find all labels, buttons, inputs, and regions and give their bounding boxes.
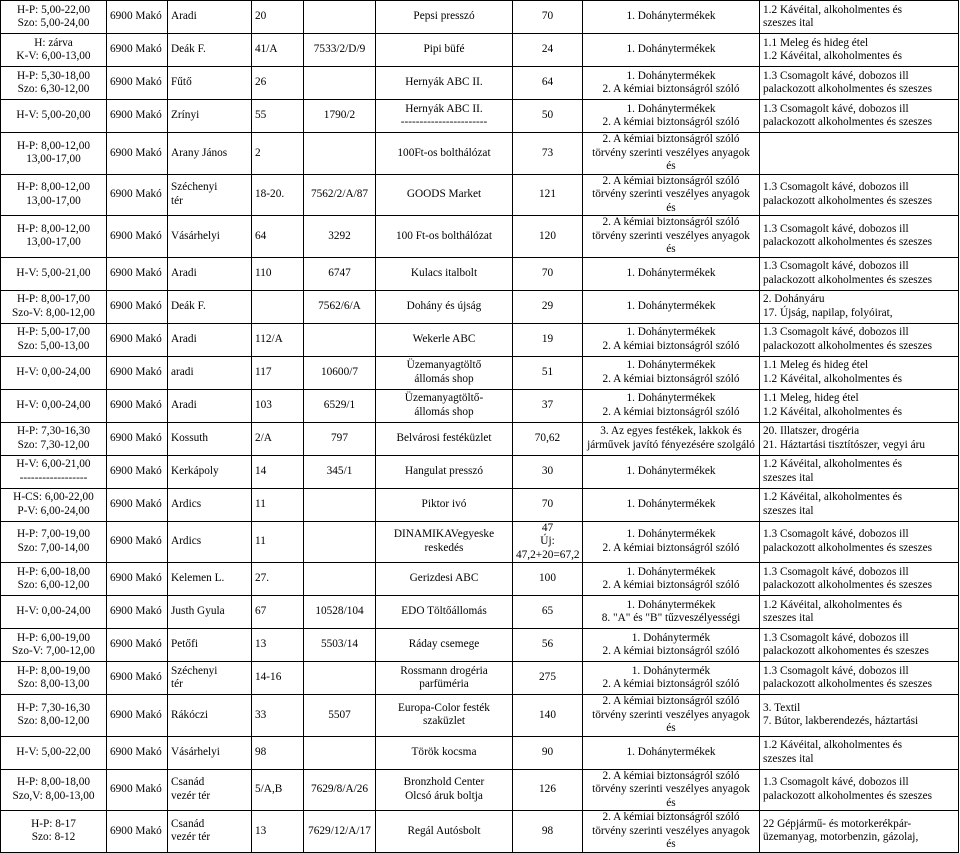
table-row [1,34,959,67]
product-category-cell: 1. Dohánytermékek [583,455,760,488]
product-subcategory-cell: 1.1 Meleg és hideg étel 1.2 Kávéital, alkoholmentes és [760,34,959,67]
product-category-cell: 1. Dohánytermékek [583,736,760,769]
street-cell: Justh Gyula [168,596,252,629]
house-number-cell: 11 [252,488,304,521]
house-number-cell: 112/A [252,323,304,356]
table-row [1,356,959,389]
street-cell: Petőfi [168,629,252,662]
product-category-cell: 1. Dohánytermékek [583,1,760,34]
product-subcategory-cell: 1.2 Kávéital, alkoholmentes és szeszes ital [760,488,959,521]
opening-hours-cell: H-P: 8-17 Szo: 8-12 [1,811,107,853]
street-cell: Fűtő [168,67,252,100]
floor-area-cell: 98 [513,811,583,853]
parcel-number-cell [304,133,376,175]
zip-city-cell: 6900 Makó [107,216,168,258]
floor-area-cell: 51 [513,356,583,389]
floor-area-cell: 70,62 [513,422,583,455]
opening-hours-cell: H-P: 8,00-12,00 13,00-17,00 [1,174,107,216]
house-number-cell: 20 [252,1,304,34]
zip-city-cell: 6900 Makó [107,811,168,853]
product-category-cell: 1. Dohánytermékek 2. A kémiai biztonságról szóló [583,389,760,422]
table-row [1,596,959,629]
product-subcategory-cell: 1.3 Csomagolt kávé, dobozos ill palackozott alkoholmentes és szeszes [760,323,959,356]
parcel-number-cell: 7629/12/A/17 [304,811,376,853]
house-number-cell: 103 [252,389,304,422]
table-row [1,216,959,258]
zip-city-cell: 6900 Makó [107,34,168,67]
parcel-number-cell: 7562/6/A [304,290,376,323]
shop-name-cell: Hernyák ABC II. [376,67,513,100]
zip-city-cell: 6900 Makó [107,769,168,811]
parcel-number-cell: 10528/104 [304,596,376,629]
shop-name-cell: Bronzhold Center Olcsó áruk boltja [376,769,513,811]
product-subcategory-cell: 1.2 Kávéital, alkoholmentes és szeszes ital [760,596,959,629]
parcel-number-cell: 7562/2/A/87 [304,174,376,216]
street-cell: Arany János [168,133,252,175]
opening-hours-cell: H-P: 5,30-18,00 Szo: 6,30-12,00 [1,67,107,100]
table-row [1,563,959,596]
street-cell: Aradi [168,323,252,356]
opening-hours-cell: H-CS: 6,00-22,00 P-V: 6,00-24,00 [1,488,107,521]
table-row [1,488,959,521]
product-category-cell: 2. A kémiai biztonságról szóló törvény szerinti veszélyes anyagok és [583,174,760,216]
product-subcategory-cell: 1.2 Kávéital, alkoholmentes és szeszes ital [760,1,959,34]
product-category-cell: 1. Dohánytermékek 2. A kémiai biztonságról szóló [583,563,760,596]
table-row [1,455,959,488]
product-category-cell: 2. A kémiai biztonságról szóló törvény szerinti veszélyes anyagok és [583,216,760,258]
product-subcategory-cell: 1.3 Csomagolt kávé, dobozos ill palackozott alkoholmentes és szeszes [760,174,959,216]
house-number-cell: 55 [252,100,304,133]
street-cell: Kelemen L. [168,563,252,596]
street-cell: Vásárhelyi [168,736,252,769]
parcel-number-cell: 5503/14 [304,629,376,662]
house-number-cell: 14-16 [252,662,304,695]
opening-hours-cell: H-V: 5,00-20,00 [1,100,107,133]
floor-area-cell: 90 [513,736,583,769]
floor-area-cell: 24 [513,34,583,67]
table-row [1,290,959,323]
floor-area-cell: 100 [513,563,583,596]
product-subcategory-cell: 20. Illatszer, drogéria 21. Háztartási tisztítószer, vegyi áru [760,422,959,455]
product-category-cell: 1. Dohánytermékek [583,34,760,67]
house-number-cell: 33 [252,695,304,737]
zip-city-cell: 6900 Makó [107,1,168,34]
parcel-number-cell [304,323,376,356]
table-row [1,1,959,34]
house-number-cell: 98 [252,736,304,769]
opening-hours-cell: H-V: 0,00-24,00 [1,596,107,629]
table-row [1,811,959,853]
floor-area-cell: 56 [513,629,583,662]
shop-name-cell: Gerizdesi ABC [376,563,513,596]
shop-name-cell: Pipi büfé [376,34,513,67]
product-subcategory-cell: 1.3 Csomagolt kávé, dobozos ill palackozott alkoholmentes és szeszes [760,100,959,133]
house-number-cell: 67 [252,596,304,629]
street-cell: Széchenyi tér [168,174,252,216]
opening-hours-cell: H-V: 5,00-22,00 [1,736,107,769]
product-category-cell: 1. Dohánytermék 2. A kémiai biztonságról szóló [583,662,760,695]
shop-name-cell: Üzemanyagtöltő- állomás shop [376,389,513,422]
table-row [1,629,959,662]
shop-name-cell: GOODS Market [376,174,513,216]
floor-area-cell: 275 [513,662,583,695]
product-subcategory-cell: 22 Gépjármű- és motorkerékpár- üzemanyag, motorbenzin, gázolaj, [760,811,959,853]
house-number-cell: 26 [252,67,304,100]
product-category-cell: 1. Dohánytermékek 2. A kémiai biztonságról szóló [583,100,760,133]
product-category-cell: 1. Dohánytermékek [583,290,760,323]
street-cell: Ardics [168,488,252,521]
street-cell: Csanád vezér tér [168,769,252,811]
product-subcategory-cell: 1.2 Kávéital, alkoholmentes és szeszes ital [760,736,959,769]
house-number-cell: 117 [252,356,304,389]
street-cell: Deák F. [168,34,252,67]
floor-area-cell: 65 [513,596,583,629]
house-number-cell: 18-20. [252,174,304,216]
floor-area-cell: 126 [513,769,583,811]
shop-name-cell: EDO Töltőállomás [376,596,513,629]
product-subcategory-cell: 2. Dohányáru 17. Újság, napilap, folyóirat, [760,290,959,323]
house-number-cell [252,290,304,323]
zip-city-cell: 6900 Makó [107,662,168,695]
shop-name-cell: Pepsi presszó [376,1,513,34]
street-cell: Vásárhelyi [168,216,252,258]
house-number-cell: 2/A [252,422,304,455]
street-cell: aradi [168,356,252,389]
parcel-number-cell [304,521,376,563]
product-category-cell: 2. A kémiai biztonságról szóló törvény szerinti veszélyes anyagok és [583,133,760,175]
table-row [1,389,959,422]
product-category-cell: 1. Dohánytermékek 2. A kémiai biztonságról szóló [583,67,760,100]
zip-city-cell: 6900 Makó [107,596,168,629]
parcel-number-cell [304,1,376,34]
opening-hours-cell: H: zárva K-V: 6,00-13,00 [1,34,107,67]
zip-city-cell: 6900 Makó [107,389,168,422]
opening-hours-cell: H-P: 7,30-16,30 Szo: 8,00-12,00 [1,695,107,737]
zip-city-cell: 6900 Makó [107,257,168,290]
house-number-cell: 13 [252,811,304,853]
product-subcategory-cell: 1.3 Csomagolt kávé, dobozos ill palackozott alkoholmentes és szeszes [760,216,959,258]
street-cell: Csanád vezér tér [168,811,252,853]
opening-hours-cell: H-P: 8,00-12,00 13,00-17,00 [1,133,107,175]
product-subcategory-cell: 1.3 Csomagolt kávé, dobozos ill palackozott alkoholmentes és szeszes [760,67,959,100]
parcel-number-cell: 10600/7 [304,356,376,389]
street-cell: Deák F. [168,290,252,323]
zip-city-cell: 6900 Makó [107,67,168,100]
zip-city-cell: 6900 Makó [107,133,168,175]
floor-area-cell: 37 [513,389,583,422]
zip-city-cell: 6900 Makó [107,323,168,356]
product-category-cell: 1. Dohánytermékek 2. A kémiai biztonságról szóló [583,356,760,389]
zip-city-cell: 6900 Makó [107,736,168,769]
opening-hours-cell: H-P: 8,00-19,00 Szo: 8,00-13,00 [1,662,107,695]
floor-area-cell: 70 [513,488,583,521]
table-body [1,1,959,853]
product-subcategory-cell: 1.3 Csomagolt kávé, dobozos ill palackozott alkoholmentes és szeszes [760,521,959,563]
table-row [1,67,959,100]
parcel-number-cell: 6747 [304,257,376,290]
product-subcategory-cell [760,133,959,175]
product-subcategory-cell: 1.1 Meleg és hideg étel 1.2 Kávéital, alkoholmentes és [760,356,959,389]
opening-hours-cell: H-V: 0,00-24,00 [1,356,107,389]
parcel-number-cell: 797 [304,422,376,455]
parcel-number-cell [304,662,376,695]
table-row [1,174,959,216]
shop-name-cell: 100Ft-os bolthálózat [376,133,513,175]
floor-area-cell: 47 Új: 47,2+20=67,2 [513,521,583,563]
table-row [1,736,959,769]
shop-name-cell: Wekerle ABC [376,323,513,356]
table-row [1,769,959,811]
house-number-cell: 27. [252,563,304,596]
product-category-cell: 1. Dohánytermék 2. A kémiai biztonságról szóló [583,629,760,662]
table-row [1,695,959,737]
shop-name-cell: Dohány és újság [376,290,513,323]
product-category-cell: 3. Az egyes festékek, lakkok és járművek javító fényezésére szolgáló [583,422,760,455]
shop-name-cell: Hangulat presszó [376,455,513,488]
street-cell: Ardics [168,521,252,563]
floor-area-cell: 30 [513,455,583,488]
opening-hours-cell: H-P: 8,00-12,00 13,00-17,00 [1,216,107,258]
parcel-number-cell: 1790/2 [304,100,376,133]
house-number-cell: 110 [252,257,304,290]
house-number-cell: 11 [252,521,304,563]
street-cell: Kerkápoly [168,455,252,488]
opening-hours-cell: H-P: 7,00-19,00 Szo: 7,00-14,00 [1,521,107,563]
opening-hours-cell: H-P: 8,00-17,00 Szo-V: 8,00-12,00 [1,290,107,323]
shop-name-cell: Ráday csemege [376,629,513,662]
table-row [1,662,959,695]
opening-hours-cell: H-P: 8,00-18,00 Szo,V: 8,00-13,00 [1,769,107,811]
parcel-number-cell [304,736,376,769]
opening-hours-cell: H-P: 6,00-19,00 Szo-V: 7,00-12,00 [1,629,107,662]
shop-name-cell: Hernyák ABC II. ----------------------- [376,100,513,133]
product-category-cell: 1. Dohánytermékek 8. "A" és "B" tűzveszélyességi [583,596,760,629]
zip-city-cell: 6900 Makó [107,629,168,662]
product-subcategory-cell: 1.3 Csomagolt kávé, dobozos ill palackozott alkoholmentes és szeszes [760,563,959,596]
zip-city-cell: 6900 Makó [107,422,168,455]
opening-hours-cell: H-P: 6,00-18,00 Szo: 6,00-12,00 [1,563,107,596]
parcel-number-cell: 5507 [304,695,376,737]
product-subcategory-cell: 3. Textil 7. Bútor, lakberendezés, háztartási [760,695,959,737]
opening-hours-cell: H-V: 5,00-21,00 [1,257,107,290]
product-category-cell: 2. A kémiai biztonságról szóló törvény szerinti veszélyes anyagok és [583,811,760,853]
parcel-number-cell [304,488,376,521]
floor-area-cell: 120 [513,216,583,258]
product-subcategory-cell: 1.3 Csomagolt kávé, dobozos ill palackozott alkohomentes és szeszes [760,629,959,662]
shop-name-cell: Török kocsma [376,736,513,769]
floor-area-cell: 29 [513,290,583,323]
house-number-cell: 14 [252,455,304,488]
street-cell: Kossuth [168,422,252,455]
house-number-cell: 64 [252,216,304,258]
product-category-cell: 1. Dohánytermékek [583,257,760,290]
product-subcategory-cell: 1.3 Csomagolt kávé, dobozos ill palackozott alkoholmentes és szeszes [760,257,959,290]
product-category-cell: 1. Dohánytermékek 2. A kémiai biztonságról szóló [583,521,760,563]
product-category-cell: 2. A kémiai biztonságról szóló törvény szerinti veszélyes anyagok és [583,769,760,811]
zip-city-cell: 6900 Makó [107,455,168,488]
floor-area-cell: 19 [513,323,583,356]
parcel-number-cell: 7533/2/D/9 [304,34,376,67]
parcel-number-cell: 7629/8/A/26 [304,769,376,811]
parcel-number-cell: 345/1 [304,455,376,488]
street-cell: Zrínyi [168,100,252,133]
street-cell: Aradi [168,257,252,290]
house-number-cell: 2 [252,133,304,175]
street-cell: Széchenyi tér [168,662,252,695]
parcel-number-cell: 3292 [304,216,376,258]
shop-name-cell: Piktor ivó [376,488,513,521]
shop-name-cell: Rossmann drogéria parfüméria [376,662,513,695]
floor-area-cell: 121 [513,174,583,216]
shop-name-cell: Europa-Color festék szaküzlet [376,695,513,737]
product-subcategory-cell: 1.3 Csomagolt kávé, dobozos ill palackozott alkoholmentes és szeszes [760,662,959,695]
shop-name-cell: 100 Ft-os bolthálózat [376,216,513,258]
table-row [1,100,959,133]
street-cell: Aradi [168,1,252,34]
product-subcategory-cell: 1.2 Kávéital, alkoholmentes és szeszes ital [760,455,959,488]
product-category-cell: 1. Dohánytermékek [583,488,760,521]
shop-name-cell: Üzemanyagtöltő állomás shop [376,356,513,389]
product-category-cell: 1. Dohánytermékek 2. A kémiai biztonságról szóló [583,323,760,356]
opening-hours-cell: H-V: 0,00-24,00 [1,389,107,422]
zip-city-cell: 6900 Makó [107,290,168,323]
parcel-number-cell [304,67,376,100]
product-subcategory-cell: 1.3 Csomagolt kávé, dobozos ill palackozott alkoholmentes és szeszes [760,769,959,811]
shop-name-cell: Belvárosi festéküzlet [376,422,513,455]
product-subcategory-cell: 1.1 Meleg, hideg étel 1.2 Kávéital, alkoholmentes és [760,389,959,422]
zip-city-cell: 6900 Makó [107,174,168,216]
shop-name-cell: Kulacs italbolt [376,257,513,290]
floor-area-cell: 70 [513,1,583,34]
table-row [1,133,959,175]
table-row [1,257,959,290]
opening-hours-cell: H-P: 5,00-17,00 Szo: 5,00-13,00 [1,323,107,356]
house-number-cell: 13 [252,629,304,662]
table-row [1,521,959,563]
product-category-cell: 2. A kémiai biztonságról szóló törvény szerinti veszélyes anyagok és [583,695,760,737]
floor-area-cell: 50 [513,100,583,133]
opening-hours-cell: H-P: 5,00-22,00 Szo: 5,00-24,00 [1,1,107,34]
zip-city-cell: 6900 Makó [107,356,168,389]
floor-area-cell: 64 [513,67,583,100]
street-cell: Rákóczi [168,695,252,737]
table-row [1,422,959,455]
shop-name-cell: DINAMIKAVegyeske reskedés [376,521,513,563]
opening-hours-cell: H-P: 7,30-16,30 Szo: 7,30-12,00 [1,422,107,455]
zip-city-cell: 6900 Makó [107,695,168,737]
zip-city-cell: 6900 Makó [107,488,168,521]
house-number-cell: 5/A,B [252,769,304,811]
shop-name-cell: Regál Autósbolt [376,811,513,853]
house-number-cell: 41/A [252,34,304,67]
floor-area-cell: 70 [513,257,583,290]
zip-city-cell: 6900 Makó [107,100,168,133]
zip-city-cell: 6900 Makó [107,563,168,596]
parcel-number-cell [304,563,376,596]
floor-area-cell: 73 [513,133,583,175]
opening-hours-cell: H-V: 6,00-21,00 ------------------ [1,455,107,488]
zip-city-cell: 6900 Makó [107,521,168,563]
street-cell: Aradi [168,389,252,422]
floor-area-cell: 140 [513,695,583,737]
table-row [1,323,959,356]
parcel-number-cell: 6529/1 [304,389,376,422]
